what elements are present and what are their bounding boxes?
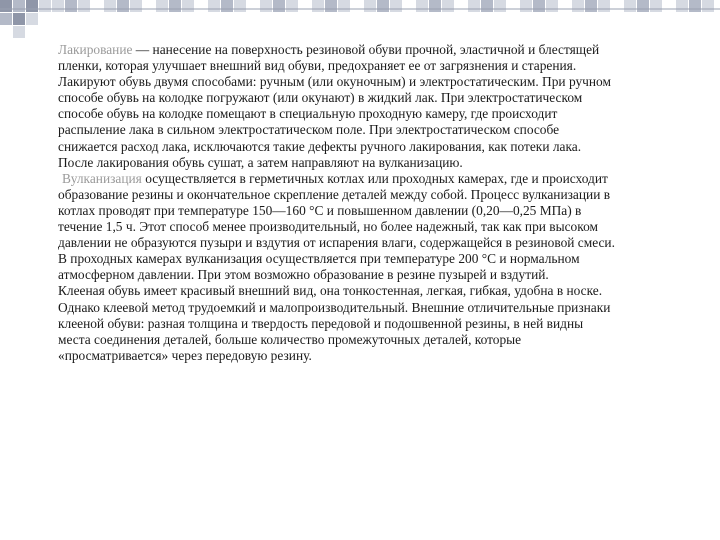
decor-square (520, 0, 532, 12)
decor-square (286, 0, 298, 12)
decor-square (117, 0, 129, 12)
decor-square (338, 0, 350, 12)
decor-square (598, 0, 610, 12)
decor-square (130, 0, 142, 12)
decor-square (364, 0, 376, 12)
decor-square (182, 0, 194, 12)
decor-square (221, 0, 233, 12)
term-lacquering: Лакирование (58, 42, 133, 57)
decor-square (156, 0, 168, 12)
decor-square (572, 0, 584, 12)
decor-square (429, 0, 441, 12)
decor-square (260, 0, 272, 12)
slide-header-decoration (0, 0, 720, 40)
decor-square (39, 0, 51, 12)
decor-square (312, 0, 324, 12)
decor-square (26, 0, 38, 12)
paragraph-vulcanization-text: осуществляется в герметичных котлах или проходных камерах, где и происходит образование резины и окончательное скрепление деталей между собой. Процесс вулканизации в котлах проводят при температуре 150—160 °С и повышенном давлении (0,20—0,25 МПа) в течение 1,5 ч. Этот способ менее производительный, но более надежный, так как при высоком давлении не образуются пузыри и вздутия от испарения влаги, содержащейся в резиновой смеси. В проходных камерах вулканизация осуществляется при температуре 200 °С и нормальном атмосферном давлении. При этом возможно образование в резине пузырей и вздутий. (58, 170, 615, 283)
decor-square (273, 0, 285, 12)
decor-square (169, 0, 181, 12)
decor-square (689, 0, 701, 12)
paragraph-vulcanization (58, 171, 618, 284)
term-vulcanization: Вулканизация (62, 170, 142, 186)
decor-square (442, 0, 454, 12)
decor-square (481, 0, 493, 12)
decor-square (234, 0, 246, 12)
paragraph-lacquering-text: — нанесение на поверхность резиновой обуви прочной, эластичной и блестящей пленки, которая улучшает внешний вид обуви, предохраняет ее от загрязнения и старения. Лакируют обувь двумя способами: ручным (или окуночным) и электростатическим. При ручном способе обувь на колодке погружают (или окунают) в жидкий лак. При электростатическом способе обувь на колодке помещают в специальную проходную камеру, где происходит распыление лака в сильном электростатическом поле. При электростатическом способе снижается расход лака, исключаются такие дефекты ручного лакирования, как потеки лака. После лакирования обувь сушат, а затем направляют на вулканизацию. (58, 42, 611, 170)
decor-square (585, 0, 597, 12)
decor-square (702, 0, 714, 12)
decor-square (26, 13, 38, 25)
decor-square (494, 0, 506, 12)
decor-square (65, 0, 77, 12)
document-body (58, 42, 618, 364)
paragraph-glued-footwear-text: Клееная обувь имеет красивый внешний вид, она тонкостенная, легкая, гибкая, удобна в носке. Однако клеевой метод трудоемкий и малопроизводительный. Внешние отличительные признаки клееной обуви: разная толщина и твердость передовой и подошвенной резины, в ней видны места соединения деталей, больше количество промежуточных деталей, которые «просматривается» через передовую резину. (58, 283, 611, 363)
decor-square (390, 0, 402, 12)
decor-square (104, 0, 116, 12)
decor-square (78, 0, 90, 12)
decor-square (13, 13, 25, 25)
decor-square (0, 13, 12, 25)
decor-square (637, 0, 649, 12)
decor-square (533, 0, 545, 12)
paragraph-lacquering (58, 42, 618, 171)
paragraph-glued-footwear (58, 283, 618, 363)
decor-square (13, 0, 25, 12)
decor-square (13, 26, 25, 38)
decor-square (624, 0, 636, 12)
decor-square (0, 0, 12, 12)
decor-square (650, 0, 662, 12)
decor-square (208, 0, 220, 12)
decor-square (468, 0, 480, 12)
decor-square (546, 0, 558, 12)
decor-square (416, 0, 428, 12)
decor-square (676, 0, 688, 12)
decor-square (325, 0, 337, 12)
decor-square (377, 0, 389, 12)
decor-square (52, 0, 64, 12)
